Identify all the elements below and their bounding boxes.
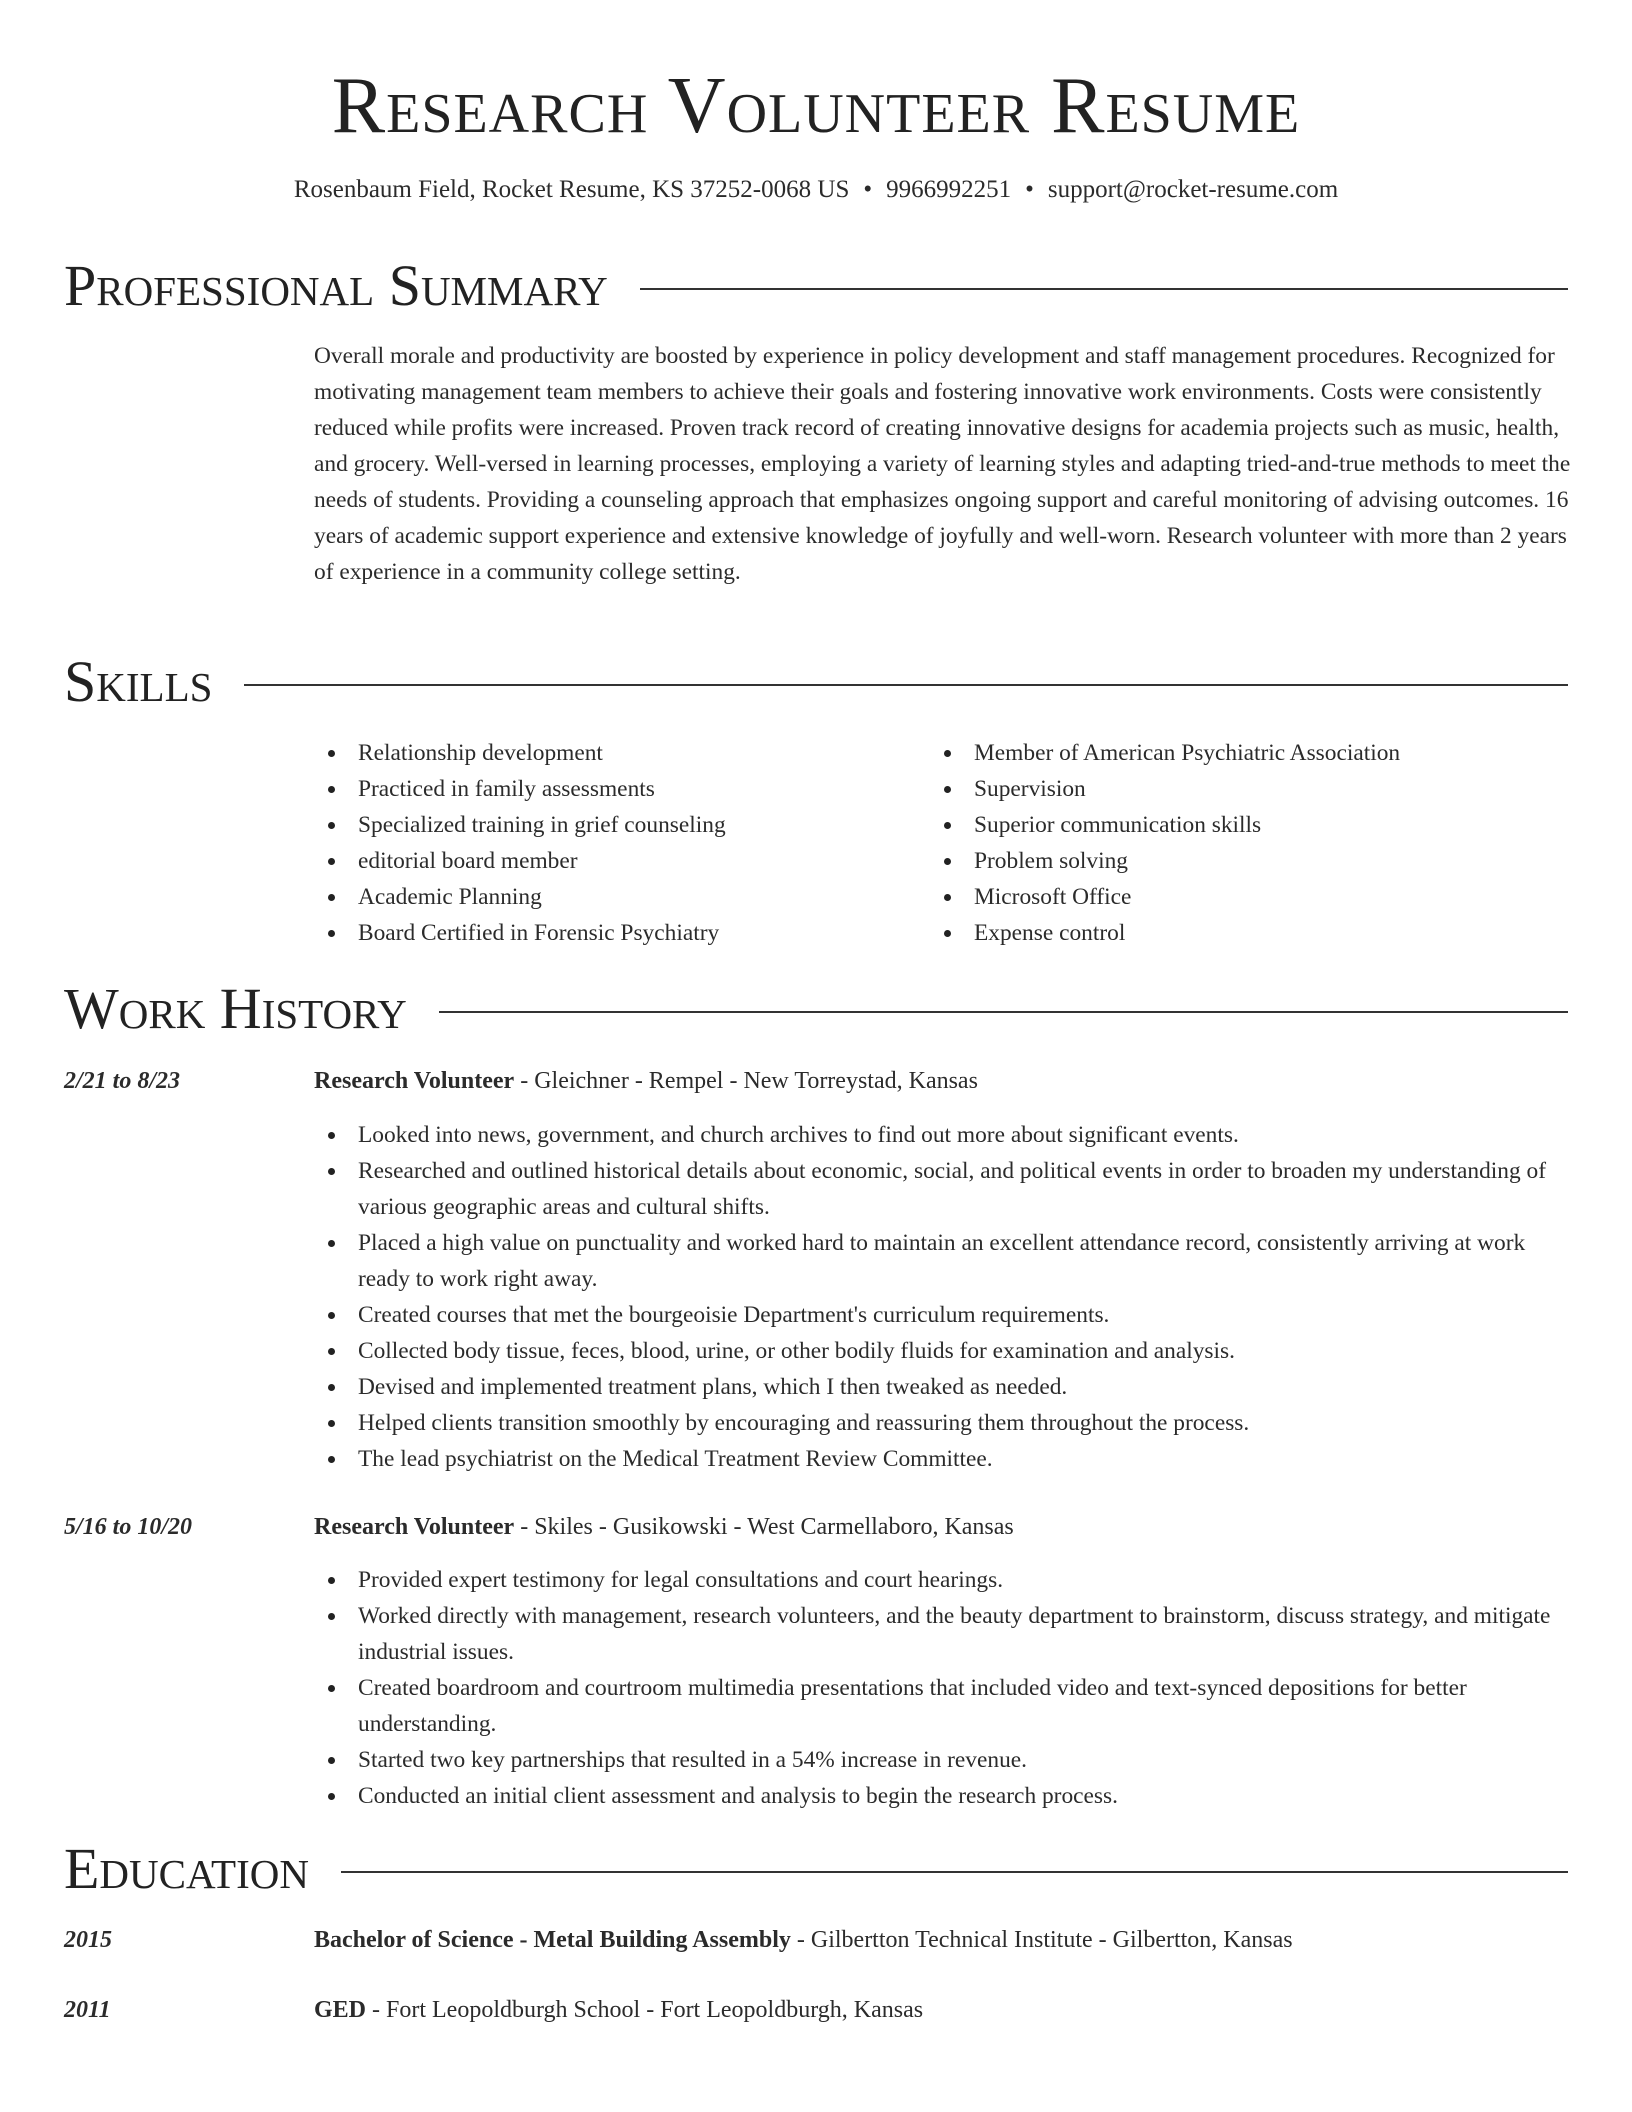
skills-section-heading <box>64 647 1568 717</box>
contact-email: support@rocket-resume.com <box>1047 176 1339 203</box>
section-divider <box>244 684 1568 686</box>
contact-separator: • <box>1025 176 1034 203</box>
education-entry <box>314 1922 1293 1958</box>
summary-text: Overall morale and productivity are boosted by experience in policy development and staff management procedures. Recognized for motivating management team members to achieve their goals and fostering innovative work environments. Costs were consistently reduced while profits were increased. Proven track record of creating innovative designs for academia projects such as music, health, and grocery. Well-versed in learning processes, employing a variety of learning styles and adapting tried-and-true methods to meet the needs of students. Providing a counseling approach that emphasizes ongoing support and careful monitoring of advising outcomes. 16 years of academic support experience and extensive knowledge of joyfully and well-worn. Research volunteer with more than 2 years of experience in a community college setting. <box>314 343 1571 585</box>
skill-item: Microsoft Office <box>930 879 1530 915</box>
job-title-line <box>314 1063 978 1099</box>
education-year: 2011 <box>64 1997 111 2023</box>
job-bullet: Researched and outlined historical details about economic, social, and political events in order to broaden my understanding of various geographic areas and cultural shifts. <box>314 1153 1576 1225</box>
job-title-line <box>314 1509 1014 1545</box>
job-dates: 5/16 to 10/20 <box>64 1514 193 1540</box>
job-bullet: Created boardroom and courtroom multimedia presentations that included video and text-synced depositions for better understanding. <box>314 1670 1576 1742</box>
education-year: 2015 <box>64 1927 112 1953</box>
skill-item: Academic Planning <box>314 879 914 915</box>
education-details: - Gilbertton Technical Institute - Gilbertton, Kansas <box>790 1927 1293 1953</box>
skill-item: Superior communication skills <box>930 807 1530 843</box>
section-divider <box>640 288 1568 290</box>
skill-item: Expense control <box>930 915 1530 951</box>
job-bullet: Placed a high value on punctuality and worked hard to maintain an excellent attendance record, consistently arriving at work ready to work right away. <box>314 1225 1576 1297</box>
job-bullet: Created courses that met the bourgeoisie Department's curriculum requirements. <box>314 1297 1576 1333</box>
contact-line <box>0 172 1632 208</box>
summary-heading: Professional Summary <box>64 253 608 318</box>
skill-item: Practiced in family assessments <box>314 771 914 807</box>
job-details: - Skiles - Gusikowski - West Carmellaboro, Kansas <box>514 1514 1014 1540</box>
job-dates: 2/21 to 8/23 <box>64 1068 181 1094</box>
job-bullets <box>314 1117 1576 1477</box>
skill-item: Member of American Psychiatric Association <box>930 735 1530 771</box>
education-details: - Fort Leopoldburgh School - Fort Leopoldburgh, Kansas <box>366 1997 924 2023</box>
job-bullet: Looked into news, government, and church archives to find out more about significant events. <box>314 1117 1576 1153</box>
job-bullet: Conducted an initial client assessment and analysis to begin the research process. <box>314 1778 1576 1814</box>
section-divider <box>341 1871 1568 1873</box>
education-section-heading <box>64 1834 1568 1904</box>
education-degree: Bachelor of Science - Metal Building Assembly <box>314 1927 791 1953</box>
job-bullet: The lead psychiatrist on the Medical Treatment Review Committee. <box>314 1441 1576 1477</box>
job-bullet: Provided expert testimony for legal consultations and court hearings. <box>314 1562 1576 1598</box>
job-bullet: Worked directly with management, research volunteers, and the beauty department to brainstorm, discuss strategy, and mitigate industrial issues. <box>314 1598 1576 1670</box>
education-degree: GED <box>314 1997 367 2023</box>
job-title: Research Volunteer <box>314 1514 515 1540</box>
skill-item: Supervision <box>930 771 1530 807</box>
skill-item: Board Certified in Forensic Psychiatry <box>314 915 914 951</box>
skill-item: Specialized training in grief counseling <box>314 807 914 843</box>
contact-separator: • <box>863 176 873 203</box>
contact-address: Rosenbaum Field, Rocket Resume, KS 37252-0068 US <box>293 176 850 203</box>
contact-phone: 9966992251 <box>886 176 1012 203</box>
job-bullet: Devised and implemented treatment plans, which I then tweaked as needed. <box>314 1369 1576 1405</box>
work-section-heading <box>64 974 1568 1044</box>
job-title: Research Volunteer <box>314 1068 515 1094</box>
job-details: - Gleichner - Rempel - New Torreystad, Kansas <box>514 1068 978 1094</box>
job-bullet: Helped clients transition smoothly by encouraging and reassuring them throughout the process. <box>314 1405 1576 1441</box>
job-bullet: Started two key partnerships that resulted in a 54% increase in revenue. <box>314 1742 1576 1778</box>
education-heading: Education <box>64 1836 309 1901</box>
skill-item: editorial board member <box>314 843 914 879</box>
work-heading: Work History <box>64 976 407 1041</box>
section-divider <box>439 1011 1568 1013</box>
resume-title: Research Volunteer Resume <box>331 62 1301 150</box>
job-bullets <box>314 1562 1576 1814</box>
skill-item: Relationship development <box>314 735 914 771</box>
skills-heading: Skills <box>64 649 213 714</box>
skills-list-left <box>314 735 914 951</box>
education-entry <box>314 1992 923 2028</box>
job-bullet: Collected body tissue, feces, blood, urine, or other bodily fluids for examination and analysis. <box>314 1333 1576 1369</box>
summary-section-heading <box>64 251 1568 321</box>
skills-list-right <box>930 735 1530 951</box>
skill-item: Problem solving <box>930 843 1530 879</box>
